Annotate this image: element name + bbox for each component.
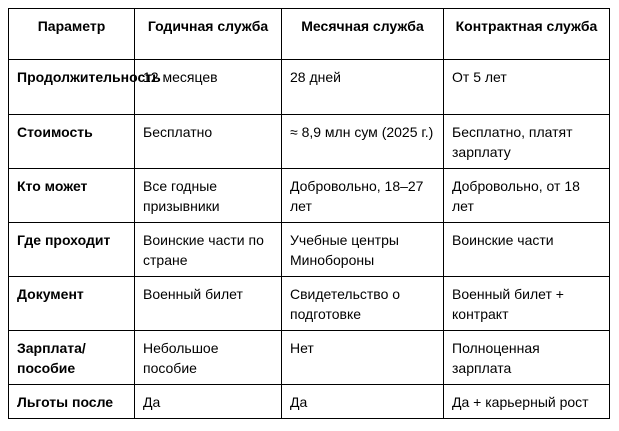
row-parameter: Льготы после <box>9 385 135 419</box>
table-row <box>9 115 610 169</box>
service-comparison-table <box>8 8 610 419</box>
table-row <box>9 169 610 223</box>
row-parameter: Зарплата/ пособие <box>9 331 135 385</box>
table-row <box>9 331 610 385</box>
cell-annual: Да <box>135 385 282 419</box>
cell-monthly: Учебные центры Минобороны <box>282 223 444 277</box>
cell-annual: 12 месяцев <box>135 60 282 115</box>
table-row <box>9 60 610 115</box>
cell-annual: Небольшое пособие <box>135 331 282 385</box>
cell-contract: От 5 лет <box>444 60 610 115</box>
cell-monthly: Нет <box>282 331 444 385</box>
cell-contract: Да + карьерный рост <box>444 385 610 419</box>
cell-contract: Военный билет + контракт <box>444 277 610 331</box>
cell-annual: Все годные призывники <box>135 169 282 223</box>
cell-monthly: Свидетельство о подготовке <box>282 277 444 331</box>
cell-monthly: Добровольно, 18–27 лет <box>282 169 444 223</box>
header-contract-service: Контрактная служба <box>444 9 610 60</box>
row-parameter: Кто может <box>9 169 135 223</box>
row-parameter: Где проходит <box>9 223 135 277</box>
table-row <box>9 385 610 419</box>
cell-annual: Воинские части по стране <box>135 223 282 277</box>
table-header-row <box>9 9 610 60</box>
row-parameter: Продолжительность <box>9 60 135 115</box>
cell-monthly: 28 дней <box>282 60 444 115</box>
cell-contract: Бесплатно, платят зарплату <box>444 115 610 169</box>
row-parameter: Документ <box>9 277 135 331</box>
cell-contract: Добровольно, от 18 лет <box>444 169 610 223</box>
table-row <box>9 277 610 331</box>
cell-contract: Воинские части <box>444 223 610 277</box>
cell-annual: Военный билет <box>135 277 282 331</box>
cell-monthly: Да <box>282 385 444 419</box>
row-parameter: Стоимость <box>9 115 135 169</box>
cell-monthly: ≈ 8,9 млн сум (2025 г.) <box>282 115 444 169</box>
header-annual-service: Годичная служба <box>135 9 282 60</box>
cell-contract: Полноценная зарплата <box>444 331 610 385</box>
table-row <box>9 223 610 277</box>
cell-annual: Бесплатно <box>135 115 282 169</box>
header-parameter: Параметр <box>9 9 135 60</box>
header-monthly-service: Месячная служба <box>282 9 444 60</box>
